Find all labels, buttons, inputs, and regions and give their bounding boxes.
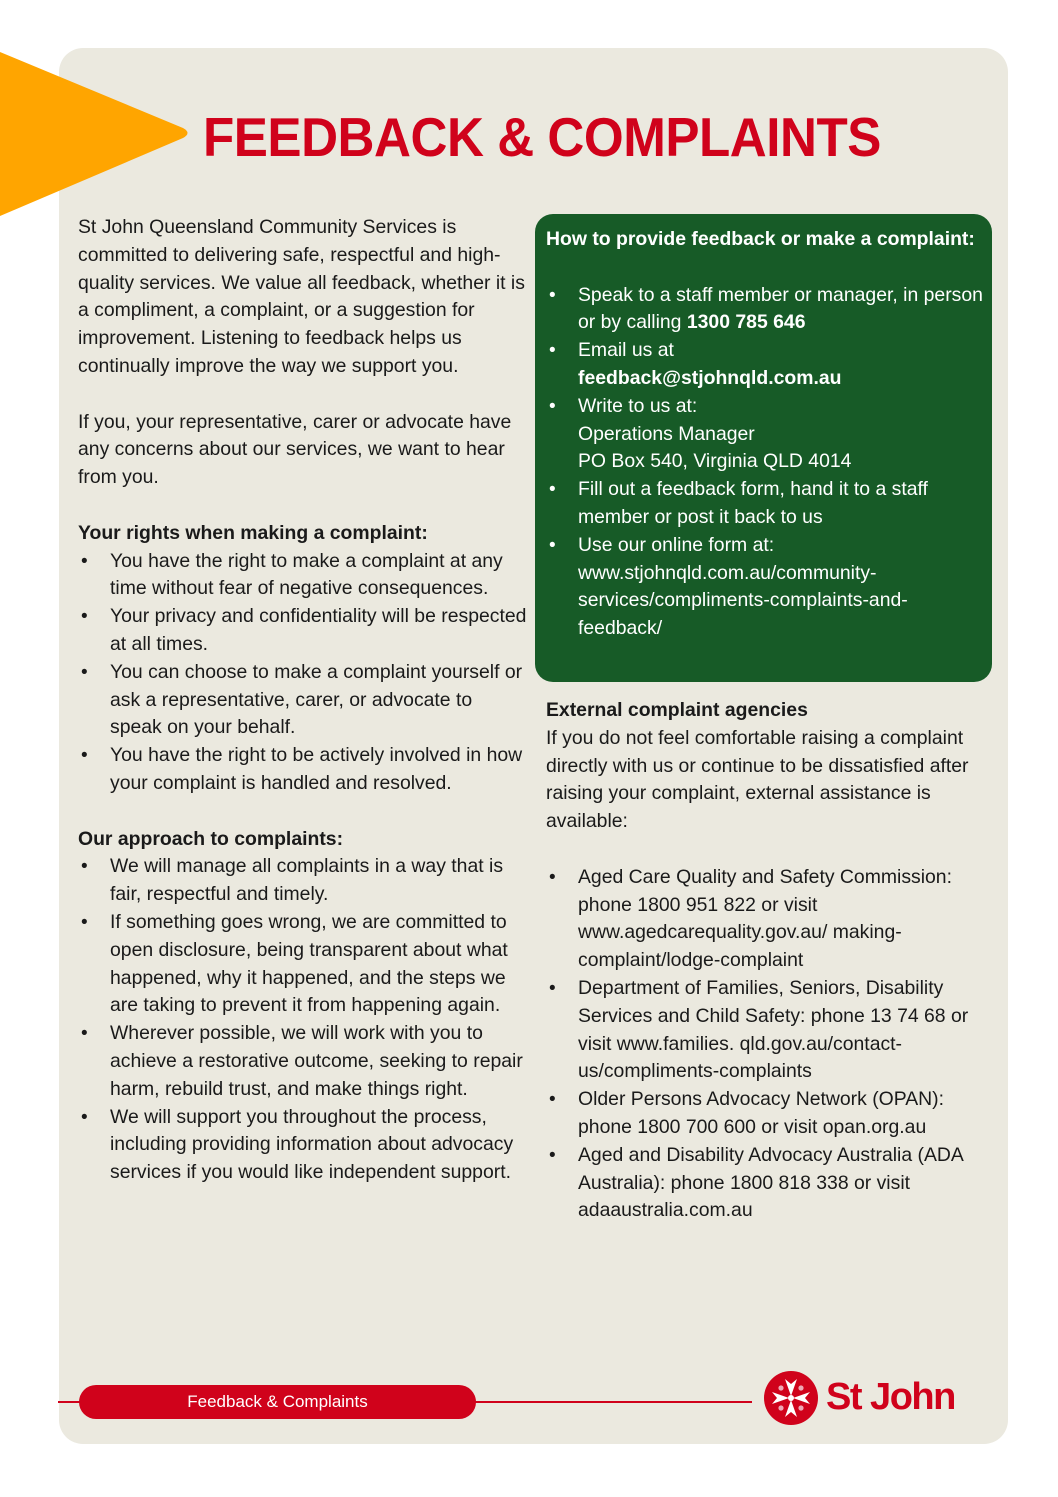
rights-item: • Your privacy and confidentiality will be respected at all times. [81, 605, 527, 655]
bullet-icon: • [81, 856, 88, 878]
approach-item: • If something goes wrong, we are committed to open disclosure, being transparent about what happened, why it happened, and the steps we are taking to prevent it from happening again. [81, 910, 508, 1017]
how-to-item-form: • Fill out a feedback form, hand it to a staff member or post it back to us [549, 478, 928, 528]
external-list [546, 864, 986, 1225]
address-line-1: Operations Manager [578, 422, 755, 445]
how-to-list [546, 282, 986, 643]
approach-list [78, 853, 528, 1187]
left-column [78, 214, 528, 1187]
bullet-icon: • [81, 1106, 88, 1128]
bullet-icon: • [81, 911, 88, 933]
rights-item: • You have the right to make a complaint at any time without fear of negative consequences. [81, 549, 503, 600]
phone-number-link[interactable]: 1300 785 646 [686, 311, 806, 334]
external-item: • Aged Care Quality and Safety Commission: phone 1800 951 822 or visit www.agedcarequality.gov.au/ making-complaint/lodge-complaint [549, 865, 952, 972]
maltese-cross-badge-icon [763, 1370, 819, 1426]
bullet-icon: • [549, 866, 556, 888]
approach-item: • Wherever possible, we will work with you to achieve a restorative outcome, seeking to repair harm, rebuild trust, and make things right. [81, 1022, 523, 1100]
rights-list [78, 548, 528, 798]
bullet-icon: • [549, 977, 556, 999]
bullet-icon: • [81, 745, 88, 767]
how-to-heading: How to provide feedback or make a complaint: [546, 228, 975, 250]
bullet-icon: • [81, 661, 88, 683]
bullet-icon: • [549, 1089, 556, 1111]
external-item: • Aged and Disability Advocacy Australia (ADA Australia): phone 1800 818 338 or visit adaaustralia.com.au [549, 1143, 963, 1222]
online-form-link[interactable]: www.stjohnqld.com.au/community- services/compliments-complaints-and- feedback/ [578, 561, 908, 640]
rights-item: • You can choose to make a complaint yourself or ask a representative, carer, or advocate to speak on your behalf. [81, 660, 523, 739]
bullet-icon: • [81, 606, 88, 628]
email-link[interactable]: feedback@stjohnqld.com.au [578, 366, 842, 389]
rights-item: • You have the right to be actively involved in how your complaint is handled and resolved. [81, 744, 523, 794]
orange-triangle-arrow-icon [0, 52, 192, 216]
external-heading: External complaint agencies [546, 699, 808, 721]
external-agencies-section [546, 697, 986, 1225]
bullet-icon: • [549, 340, 556, 362]
bullet-icon: • [81, 1023, 88, 1045]
address-line-2: PO Box 540, Virginia QLD 4014 [578, 450, 852, 473]
external-item: • Department of Families, Seniors, Disability Services and Child Safety: phone 13 74 68 or visit www.families. qld.gov.au/contact-us/compliments-complaints [549, 976, 969, 1083]
st-john-logo-text: St John [826, 1376, 955, 1418]
page-title: FEEDBACK & COMPLAINTS [203, 106, 881, 168]
approach-item: • We will support you throughout the process, including providing information about advocacy services if you would like independent support. [81, 1105, 514, 1184]
approach-item: • We will manage all complaints in a way that is fair, respectful and timely. [81, 855, 504, 906]
how-to-item-speak: • Speak to a staff member or manager, in person or by calling 1300 785 646 [549, 283, 983, 334]
intro-paragraph-1: St John Queensland Community Services is committed to delivering safe, respectful and high-quality services. We value all feedback, whether it is a compliment, a complaint, or a suggestion for improvement. Listening to feedback helps us continually improve the way we support you. [78, 216, 525, 377]
footer-label: Feedback & Complaints [79, 1385, 476, 1419]
bullet-icon: • [549, 395, 556, 417]
how-to-item-email: • Email us at feedback@stjohnqld.com.au [549, 339, 842, 389]
bullet-icon: • [81, 550, 88, 572]
external-item: • Older Persons Advocacy Network (OPAN): phone 1800 700 600 or visit opan.org.au [549, 1088, 945, 1138]
rights-heading: Your rights when making a complaint: [78, 521, 428, 544]
how-to-feedback-box [535, 214, 992, 682]
how-to-item-write: • Write to us at: Operations Manager PO Box 540, Virginia QLD 4014 [549, 394, 852, 473]
external-intro: If you do not feel comfortable raising a complaint directly with us or continue to be dissatisfied after raising your complaint, external assistance is available: [546, 726, 969, 833]
approach-heading: Our approach to complaints: [78, 827, 344, 850]
bullet-icon: • [549, 534, 556, 556]
intro-paragraph-2: If you, your representative, carer or advocate have any concerns about our services, we want to hear from you. [78, 410, 512, 489]
bullet-icon: • [549, 284, 556, 306]
bullet-icon: • [549, 479, 556, 501]
how-to-item-online: • Use our online form at: www.stjohnqld.com.au/community- services/compliments-complaints-and- feedback/ [549, 533, 908, 640]
bullet-icon: • [549, 1144, 556, 1166]
